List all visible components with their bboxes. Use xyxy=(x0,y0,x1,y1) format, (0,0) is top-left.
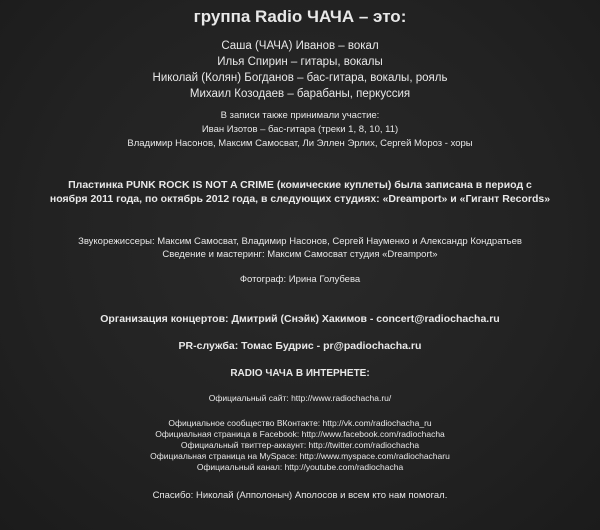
guest-line: Владимир Насонов, Максим Самосват, Ли Эллен Эрлих, Сергей Мороз - хоры xyxy=(127,138,473,149)
social-link: Официальное сообщество ВКонтакте: http://vk.com/radiochacha_ru xyxy=(168,418,432,428)
thanks-line: Спасибо: Николай (Апполоныч) Аполосов и всем кто нам помогал. xyxy=(152,490,448,501)
record-info-line: ноября 2011 года, по октябрь 2012 года, в следующих студиях: «Dreamport» и «Гигант Records» xyxy=(49,193,551,205)
official-site-link: Официальный сайт: http://www.radiochacha.ru/ xyxy=(208,393,392,403)
member-line: Николай (Колян) Богданов – бас-гитара, вокалы, рояль xyxy=(152,72,448,84)
social-link: Официальная страница в Facebook: http://www.facebook.com/radiochacha xyxy=(155,429,445,439)
photographer-line: Фотограф: Ирина Голубева xyxy=(239,274,361,285)
concerts-contact: Организация концертов: Дмитрий (Снэйк) Хакимов - concert@radiochacha.ru xyxy=(100,313,500,325)
mastering-line: Сведение и мастеринг: Максим Самосват студия «Dreamport» xyxy=(162,249,438,260)
social-link: Официальный твиттер-аккаунт: http://twitter.com/radiochacha xyxy=(180,440,420,450)
member-line: Саша (ЧАЧА) Иванов – вокал xyxy=(221,40,379,52)
social-link: Официальный канал: http://youtube.com/radiochacha xyxy=(196,462,404,472)
record-info-line: Пластинка PUNK ROCK IS NOT A CRIME (комические куплеты) была записана в период с xyxy=(68,179,532,191)
guest-line: Иван Изотов – бас-гитара (треки 1, 8, 10, 11) xyxy=(201,124,399,135)
social-link: Официальная страница на MySpace: http://www.myspace.com/radiochacharu xyxy=(150,451,450,461)
pr-contact: PR-служба: Томас Будрис - pr@padiochacha.ru xyxy=(178,340,422,352)
internet-heading: RADIO ЧАЧА В ИНТЕРНЕТЕ: xyxy=(230,368,370,379)
guests-heading: В записи также принимали участие: xyxy=(220,110,380,121)
band-title: группа Radio ЧАЧА – это: xyxy=(193,7,407,26)
member-line: Илья Спирин – гитары, вокалы xyxy=(217,56,383,68)
member-line: Михаил Козодаев – барабаны, перкуссия xyxy=(189,88,411,100)
engineers-line: Звукорежиссеры: Максим Самосват, Владимир Насонов, Сергей Науменко и Александр Кондратьев xyxy=(78,236,522,247)
